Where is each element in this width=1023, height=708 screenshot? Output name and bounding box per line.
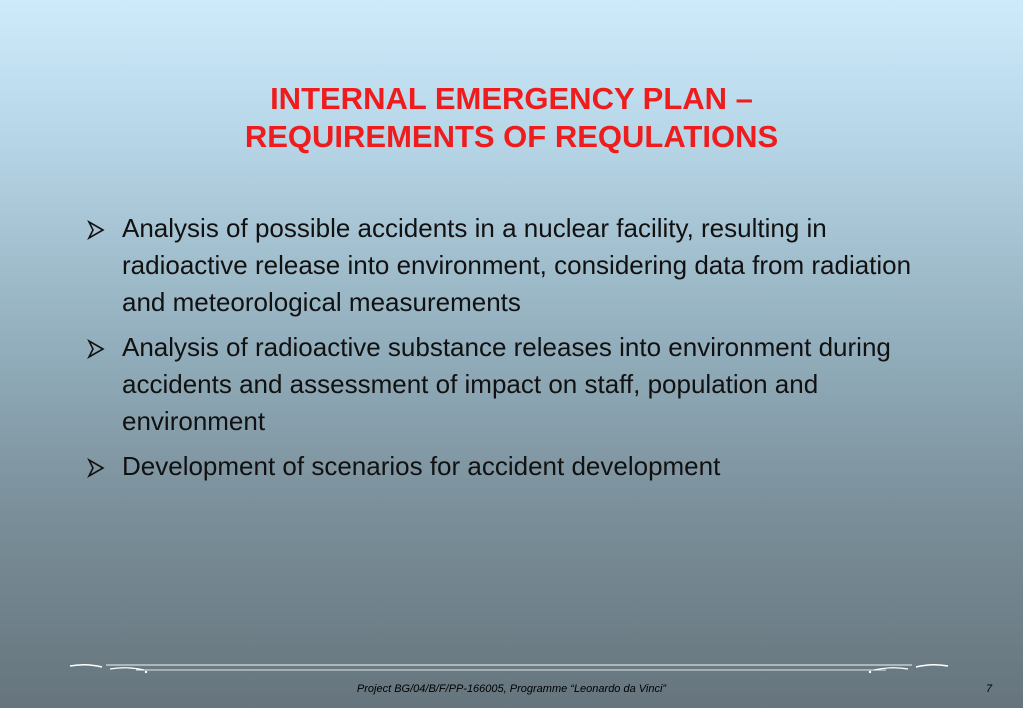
footer-project-text: Project BG/04/B/F/PP-166005, Programme “Leonardo da Vinci” xyxy=(356,683,667,695)
slide-title-line-2: REQUIREMENTS OF REQULATIONS xyxy=(244,119,779,154)
bullet-text: Analysis of radioactive substance releases into environment during accidents and assessment of impact on staff, population and environment xyxy=(122,332,891,436)
arrowhead-bullet-icon xyxy=(86,329,112,366)
bullet-item xyxy=(86,210,936,321)
slide-title xyxy=(0,80,1023,156)
bullet-text: Analysis of possible accidents in a nuclear facility, resulting in radioactive release into environment, considering data from radiation and meteorological measurements xyxy=(122,213,912,317)
slide-title-line-1: INTERNAL EMERGENCY PLAN – xyxy=(270,81,753,116)
bullet-list xyxy=(86,210,936,493)
page-number: 7 xyxy=(986,683,993,695)
arrowhead-bullet-icon xyxy=(86,448,112,485)
bullet-text: Development of scenarios for accident development xyxy=(122,451,721,481)
bullet-item xyxy=(86,448,936,485)
footer-divider-ornament xyxy=(66,654,952,678)
bullet-item xyxy=(86,329,936,440)
arrowhead-bullet-icon xyxy=(86,210,112,247)
